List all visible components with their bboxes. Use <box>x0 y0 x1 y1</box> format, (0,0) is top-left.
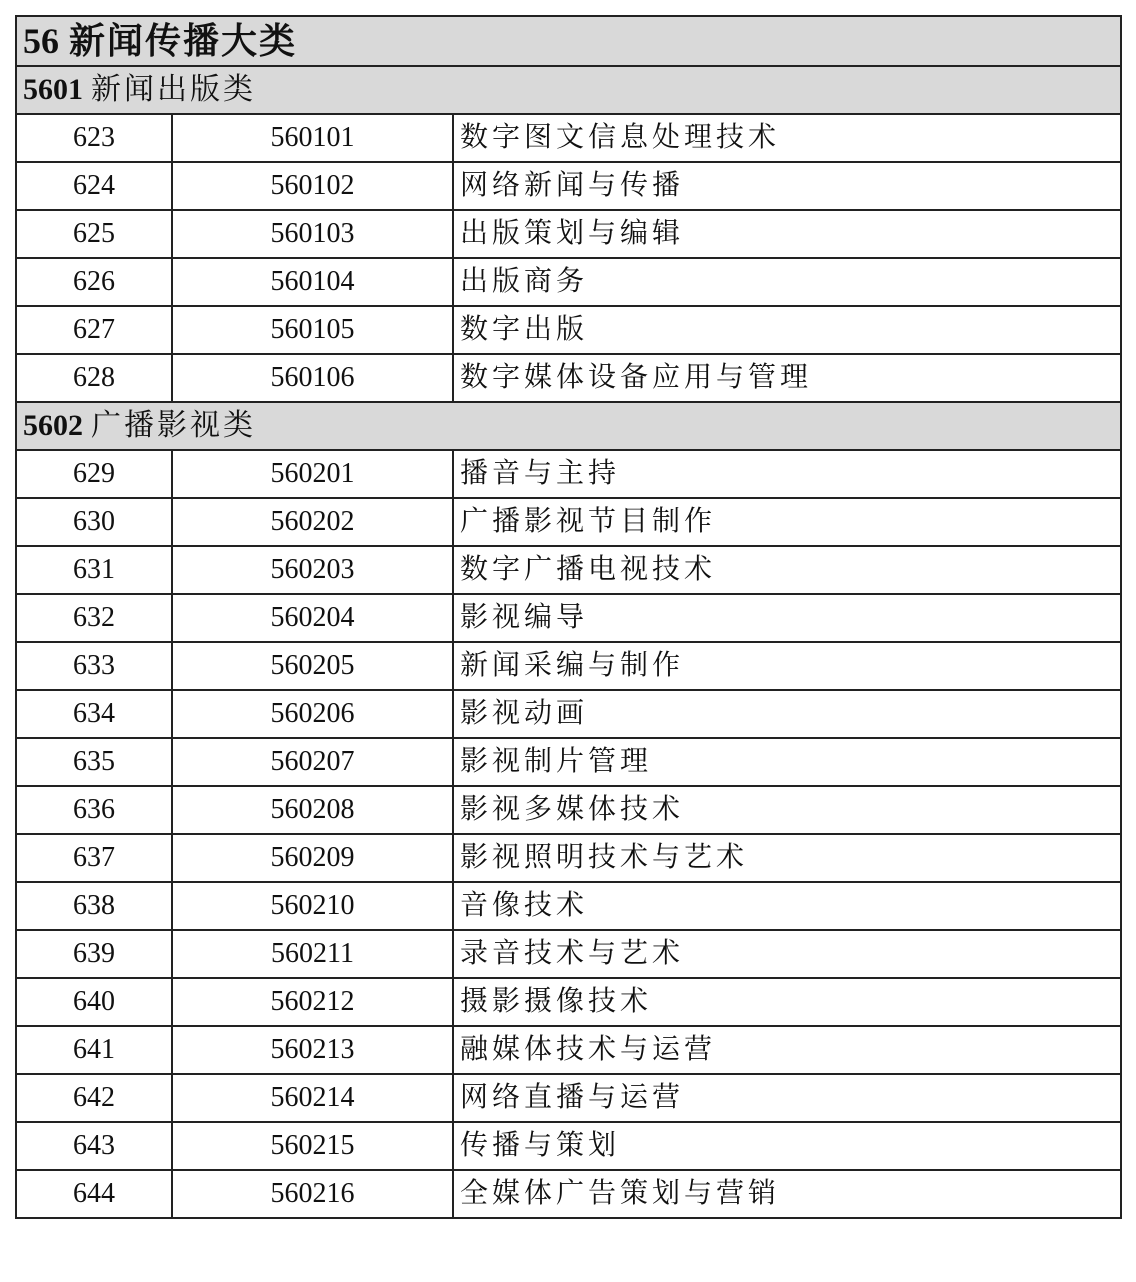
table-row <box>16 594 1121 642</box>
major-code-cell: 560205 <box>172 642 453 690</box>
sequence-number-cell: 628 <box>16 354 172 402</box>
sequence-number-cell: 630 <box>16 498 172 546</box>
major-code-cell: 560215 <box>172 1122 453 1170</box>
table-row <box>16 834 1121 882</box>
table-row <box>16 1170 1121 1218</box>
major-code-cell: 560203 <box>172 546 453 594</box>
sequence-number-cell: 635 <box>16 738 172 786</box>
sequence-number-cell: 637 <box>16 834 172 882</box>
sequence-number-cell: 626 <box>16 258 172 306</box>
table-row <box>16 930 1121 978</box>
major-name-cell: 数字媒体设备应用与管理 <box>453 354 1121 402</box>
major-name-cell: 网络直播与运营 <box>453 1074 1121 1122</box>
group-name: 新闻出版类 <box>91 73 256 106</box>
sequence-number-cell: 638 <box>16 882 172 930</box>
major-code-cell: 560105 <box>172 306 453 354</box>
table-row <box>16 162 1121 210</box>
category-code: 56 <box>23 21 59 61</box>
major-name-cell: 广播影视节目制作 <box>453 498 1121 546</box>
major-code-cell: 560207 <box>172 738 453 786</box>
group-row-5602 <box>16 402 1121 450</box>
sequence-number-cell: 627 <box>16 306 172 354</box>
sequence-number-cell: 634 <box>16 690 172 738</box>
major-name-cell: 影视动画 <box>453 690 1121 738</box>
category-name: 新闻传播大类 <box>69 21 298 61</box>
major-code-cell: 560209 <box>172 834 453 882</box>
sequence-number-cell: 640 <box>16 978 172 1026</box>
sequence-number-cell: 636 <box>16 786 172 834</box>
table-row <box>16 354 1121 402</box>
category-title-row <box>16 16 1121 66</box>
major-name-cell: 数字广播电视技术 <box>453 546 1121 594</box>
table-row <box>16 258 1121 306</box>
major-code-cell: 560212 <box>172 978 453 1026</box>
table-row <box>16 738 1121 786</box>
table-row <box>16 306 1121 354</box>
major-code-cell: 560210 <box>172 882 453 930</box>
table-row <box>16 690 1121 738</box>
sequence-number-cell: 644 <box>16 1170 172 1218</box>
sequence-number-cell: 623 <box>16 114 172 162</box>
table-row <box>16 1122 1121 1170</box>
major-name-cell: 影视编导 <box>453 594 1121 642</box>
sequence-number-cell: 625 <box>16 210 172 258</box>
table-row <box>16 642 1121 690</box>
table-row <box>16 498 1121 546</box>
major-name-cell: 融媒体技术与运营 <box>453 1026 1121 1074</box>
sequence-number-cell: 624 <box>16 162 172 210</box>
group-header-cell <box>16 402 1121 450</box>
table-row <box>16 882 1121 930</box>
major-name-cell: 数字出版 <box>453 306 1121 354</box>
group-row-5601 <box>16 66 1121 114</box>
table-row <box>16 1026 1121 1074</box>
sequence-number-cell: 643 <box>16 1122 172 1170</box>
major-name-cell: 音像技术 <box>453 882 1121 930</box>
sequence-number-cell: 642 <box>16 1074 172 1122</box>
major-name-cell: 摄影摄像技术 <box>453 978 1121 1026</box>
major-code-cell: 560204 <box>172 594 453 642</box>
major-code-cell: 560102 <box>172 162 453 210</box>
table-row <box>16 450 1121 498</box>
major-code-cell: 560106 <box>172 354 453 402</box>
major-code-cell: 560208 <box>172 786 453 834</box>
table-row <box>16 978 1121 1026</box>
major-name-cell: 新闻采编与制作 <box>453 642 1121 690</box>
major-code-cell: 560101 <box>172 114 453 162</box>
major-name-cell: 播音与主持 <box>453 450 1121 498</box>
major-name-cell: 影视制片管理 <box>453 738 1121 786</box>
sequence-number-cell: 641 <box>16 1026 172 1074</box>
table-row <box>16 1074 1121 1122</box>
major-code-cell: 560213 <box>172 1026 453 1074</box>
sequence-number-cell: 629 <box>16 450 172 498</box>
sequence-number-cell: 631 <box>16 546 172 594</box>
table-row <box>16 114 1121 162</box>
sequence-number-cell: 633 <box>16 642 172 690</box>
major-name-cell: 出版策划与编辑 <box>453 210 1121 258</box>
group-code: 5601 <box>23 73 83 106</box>
sequence-number-cell: 639 <box>16 930 172 978</box>
major-code-cell: 560216 <box>172 1170 453 1218</box>
major-code-cell: 560202 <box>172 498 453 546</box>
table-row <box>16 786 1121 834</box>
major-code-cell: 560201 <box>172 450 453 498</box>
major-name-cell: 影视多媒体技术 <box>453 786 1121 834</box>
major-code-cell: 560104 <box>172 258 453 306</box>
major-code-cell: 560206 <box>172 690 453 738</box>
major-catalog-table <box>15 15 1122 1219</box>
major-name-cell: 录音技术与艺术 <box>453 930 1121 978</box>
group-code: 5602 <box>23 409 83 442</box>
major-code-cell: 560211 <box>172 930 453 978</box>
group-name: 广播影视类 <box>91 409 256 442</box>
major-name-cell: 全媒体广告策划与营销 <box>453 1170 1121 1218</box>
category-title-cell <box>16 16 1121 66</box>
major-name-cell: 传播与策划 <box>453 1122 1121 1170</box>
major-name-cell: 影视照明技术与艺术 <box>453 834 1121 882</box>
major-name-cell: 出版商务 <box>453 258 1121 306</box>
major-name-cell: 网络新闻与传播 <box>453 162 1121 210</box>
major-name-cell: 数字图文信息处理技术 <box>453 114 1121 162</box>
sequence-number-cell: 632 <box>16 594 172 642</box>
major-code-cell: 560103 <box>172 210 453 258</box>
table-body <box>16 16 1121 1218</box>
table-row <box>16 546 1121 594</box>
table-row <box>16 210 1121 258</box>
major-code-cell: 560214 <box>172 1074 453 1122</box>
group-header-cell <box>16 66 1121 114</box>
